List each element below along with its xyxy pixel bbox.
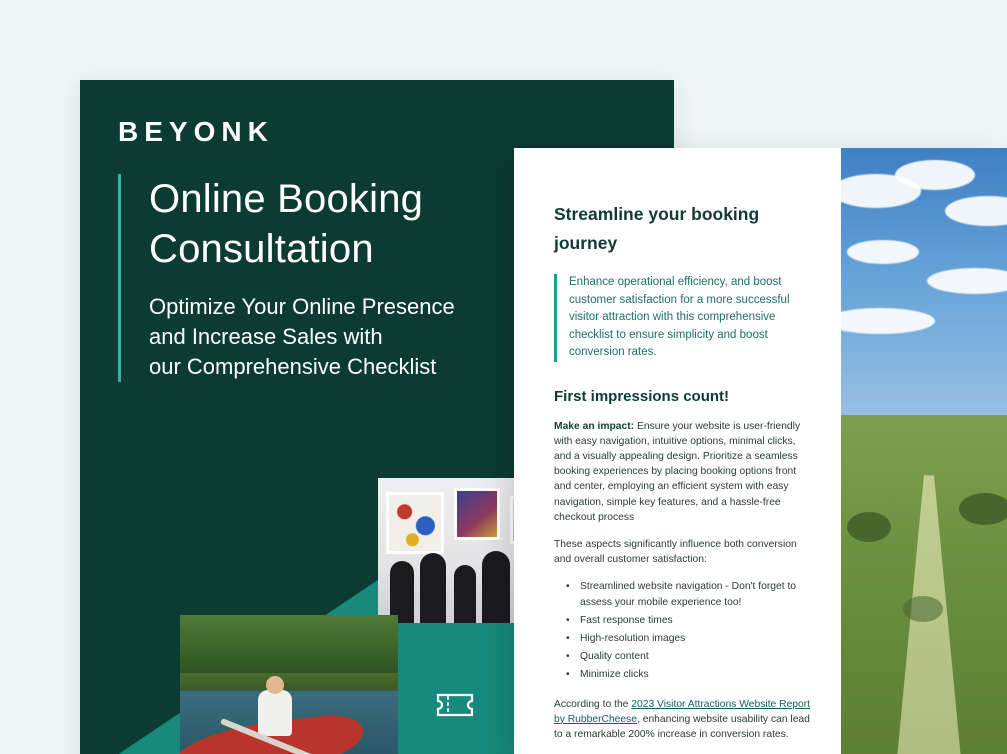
source-prefix: According to the xyxy=(554,698,632,710)
list-item: • Streamlined website navigation - Don't forget to assess your mobile experience too! xyxy=(570,579,813,609)
cloud xyxy=(895,160,975,190)
list-item: • Minimize clicks xyxy=(570,667,813,682)
list-item: • Fast response times xyxy=(570,613,813,628)
source-link[interactable]: 2023 Visitor Attractions Website Report by RubberCheese xyxy=(554,698,811,725)
list-item: • Quality content xyxy=(570,649,813,664)
impact-label: Make an impact: xyxy=(554,420,635,432)
kayaker-on-river-image xyxy=(180,615,398,754)
callout-text: Enhance operational efficiency, and boost customer satisfaction for a more successful visitor attraction with this comprehensive checklist to ensure simplicity and boost conversion rates. xyxy=(569,276,790,358)
green-hills-landscape-image xyxy=(841,148,1007,754)
cover-subtitle-line-3: our Comprehensive Checklist xyxy=(149,354,437,379)
list-intro-paragraph: These aspects significantly influence both conversion and overall customer satisfaction: xyxy=(554,538,797,566)
impact-paragraph xyxy=(554,419,813,525)
cover-subtitle-line-2: and Increase Sales with xyxy=(149,324,383,349)
cover-title-block xyxy=(118,174,538,382)
impact-text: Ensure your website is user-friendly with easy navigation, intuitive options, minimal clicks, and a visually appealing design. Prioritize a seamless booking experiences by placing booking options front and center, employing an efficient system with easy navigation, simple key features, and a hassle-free checkout process xyxy=(554,420,801,523)
paddler-head xyxy=(266,676,284,694)
cover-subtitle-line-1: Optimize Your Online Presence xyxy=(149,294,455,319)
callout-block xyxy=(554,274,813,362)
section-heading-first-impressions: First impressions count! xyxy=(554,387,730,405)
list-item: • High-resolution images xyxy=(570,631,813,646)
riverbank-trees xyxy=(180,615,398,673)
brand-logo: BEYONK xyxy=(118,116,274,147)
paddler-body xyxy=(258,690,292,736)
source-suffix: , enhancing website usability can lead to a remarkable 200% increase in conversion rates. xyxy=(554,713,810,740)
inner-page-content xyxy=(514,148,841,754)
cloud xyxy=(847,240,919,264)
checklist xyxy=(554,579,813,682)
source-paragraph xyxy=(554,697,813,743)
page-title: Online Booking Consultation xyxy=(149,177,424,271)
bush xyxy=(959,493,1007,525)
ticket-icon xyxy=(432,682,478,728)
inner-page xyxy=(514,148,1007,754)
gallery-artwork xyxy=(454,488,500,540)
bush xyxy=(847,512,891,542)
section-heading-streamline: Streamline your booking journey xyxy=(554,204,760,253)
